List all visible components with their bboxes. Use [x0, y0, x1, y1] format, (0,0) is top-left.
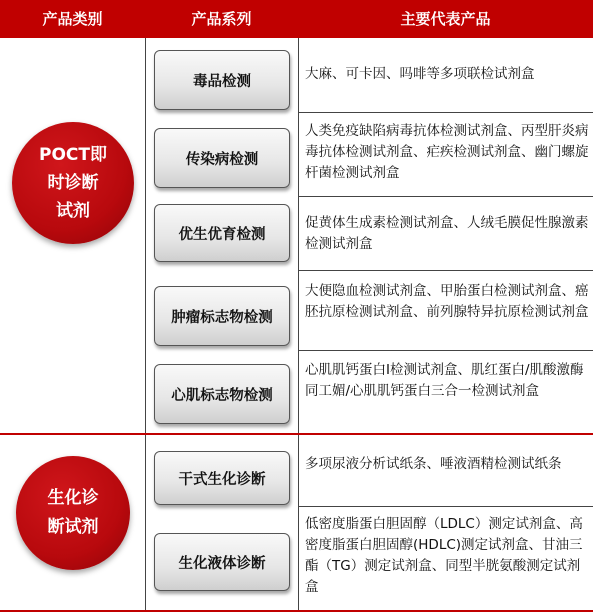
series-label: 干式生化诊断 [178, 471, 266, 488]
series-prenatal-test [154, 204, 290, 262]
products-prenatal-test: 促黄体生成素检测试剂盒、人绒毛膜促性腺激素检测试剂盒 [305, 215, 589, 252]
row-divider [298, 350, 593, 351]
category-poct-badge [12, 122, 134, 244]
header-product-category: 产品类别 [42, 10, 103, 28]
category-name-line: 试剂 [55, 201, 90, 221]
series-label: 毒品检测 [193, 73, 251, 90]
series-cardiac-marker [154, 364, 290, 424]
row-divider [298, 196, 593, 197]
products-infectious-disease: 人类免疫缺陷病毒抗体检测试剂盒、丙型肝炎病毒抗体检测试剂盒、疟疾检测试剂盒、幽门螺旋杆菌检测试剂盒 [305, 123, 589, 181]
row-divider [298, 506, 593, 507]
column-divider [298, 38, 299, 612]
column-divider [145, 38, 146, 612]
series-label: 传染病检测 [185, 151, 259, 168]
series-infectious-disease [154, 128, 290, 188]
products-dry-biochem: 多项尿液分析试纸条、唾液酒精检测试纸条 [305, 456, 562, 472]
header-product-series: 产品系列 [191, 10, 252, 28]
series-label: 生化液体诊断 [178, 555, 266, 572]
series-drug-test [154, 50, 290, 110]
category-separator [0, 433, 593, 435]
header-main-products: 主要代表产品 [400, 10, 491, 28]
table-header [0, 0, 593, 38]
series-label: 肿瘤标志物检测 [171, 309, 273, 326]
products-liquid-biochem: 低密度脂蛋白胆固醇（LDLC）测定试剂盒、高密度脂蛋白胆固醇(HDLC)测定试剂盒、甘油三酯（TG）测定试剂盒、同型半胱氨酸测定试剂盒 [305, 516, 583, 595]
series-liquid-biochem [154, 533, 290, 591]
series-label: 优生优育检测 [178, 226, 266, 243]
series-label: 心肌标志物检测 [171, 387, 273, 404]
category-name-line: 生化诊 [47, 488, 99, 508]
row-divider [298, 270, 593, 271]
row-divider [298, 112, 593, 113]
category-biochem-badge [16, 456, 130, 570]
products-drug-test: 大麻、可卡因、吗啡等多项联检试剂盒 [305, 66, 535, 82]
category-name-line: POCT即 [39, 145, 107, 165]
products-cardiac-marker: 心肌肌钙蛋白I检测试剂盒、肌红蛋白/肌酸激酶同工媚/心肌肌钙蛋白三合一检测试剂盒 [305, 362, 584, 399]
series-dry-biochem [154, 451, 290, 505]
series-tumor-marker [154, 286, 290, 346]
products-tumor-marker: 大便隐血检测试剂盒、甲胎蛋白检测试剂盒、癌胚抗原检测试剂盒、前列腺特异抗原检测试剂盒 [305, 283, 589, 320]
category-name-line: 断试剂 [47, 517, 99, 537]
category-name-line: 时诊断 [47, 173, 99, 193]
